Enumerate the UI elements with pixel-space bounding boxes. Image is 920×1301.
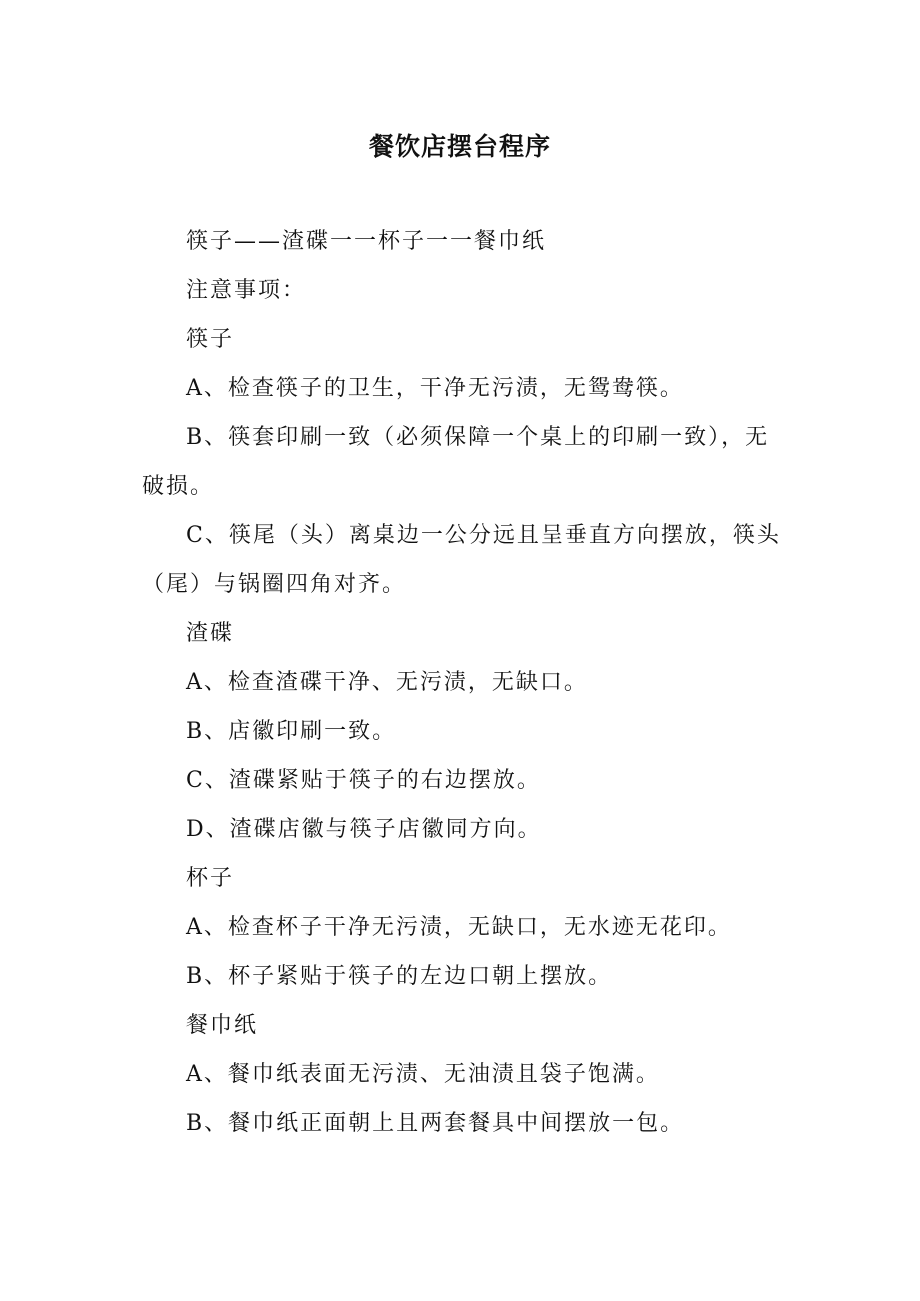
paragraph-notes-heading: 注意事项： [186, 278, 307, 303]
section-heading-chopsticks: 筷子 [186, 327, 235, 352]
section-heading-bone-plate: 渣碟 [186, 621, 235, 646]
document-title: 餐饮店摆台程序 [368, 132, 551, 161]
paragraph-napkin-b: B、餐巾纸正面朝上且两套餐具中间摆放一包。 [186, 1111, 685, 1136]
paragraph-chopsticks-b: B、筷套印刷一致（必须保障一个桌上的印刷一致），无破损。 [142, 425, 770, 499]
section-heading-napkin: 餐巾纸 [186, 1013, 259, 1038]
paragraph-chopsticks-c: C、筷尾（头）离桌边一公分远且呈垂直方向摆放，筷头（尾）与锅圈四角对齐。 [142, 523, 781, 597]
paragraph-bone-plate-d: D、渣碟店徽与筷子店徽同方向。 [186, 817, 542, 842]
paragraph-sequence: 筷子——渣碟一一杯子一一餐巾纸 [186, 229, 547, 254]
document-body [142, 217, 782, 1148]
paragraph-cup-b: B、杯子紧贴于筷子的左边口朝上摆放。 [186, 964, 613, 989]
paragraph-napkin-a: A、餐巾纸表面无污渍、无油渍且袋子饱满。 [186, 1062, 660, 1087]
paragraph-bone-plate-b: B、店徽印刷一致。 [186, 719, 397, 744]
paragraph-bone-plate-c: C、渣碟紧贴于筷子的右边摆放。 [186, 768, 541, 793]
paragraph-cup-a: A、检查杯子干净无污渍，无缺口，无水迹无花印。 [186, 915, 732, 940]
paragraph-bone-plate-a: A、检查渣碟干净、无污渍，无缺口。 [186, 670, 588, 695]
section-heading-cup: 杯子 [186, 866, 235, 891]
paragraph-chopsticks-a: A、检查筷子的卫生，干净无污渍，无鸳鸯筷。 [186, 376, 684, 401]
